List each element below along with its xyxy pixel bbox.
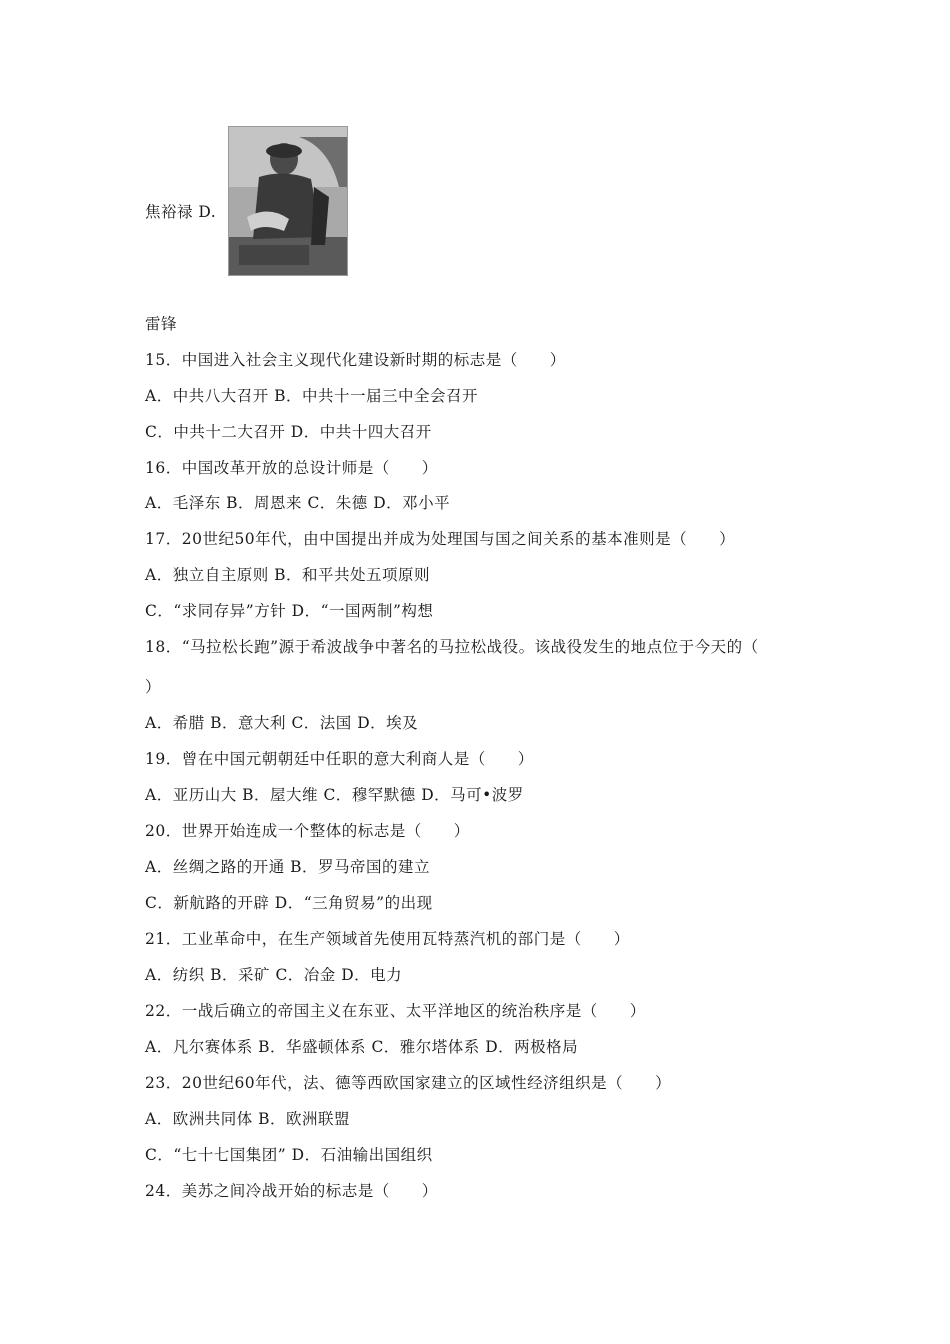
question-options: C．“七十七国集团” D．石油输出国组织 <box>145 1146 433 1164</box>
portrait-photo-icon <box>228 126 348 276</box>
question-stem: 18．“马拉松长跑”源于希波战争中著名的马拉松战役。该战役发生的地点位于今天的（ <box>145 638 759 656</box>
option-d-answer-text: 雷锋 <box>145 315 178 333</box>
question-options: A．希腊 B．意大利 C．法国 D．埃及 <box>145 714 419 732</box>
question-stem: 15．中国进入社会主义现代化建设新时期的标志是（ ） <box>145 351 566 369</box>
question-options: A．纺织 B．采矿 C．冶金 D．电力 <box>145 966 403 984</box>
question-stem: 20．世界开始连成一个整体的标志是（ ） <box>145 822 470 840</box>
question-options: A．独立自主原则 B．和平共处五项原则 <box>145 566 431 584</box>
question-options: C．新航路的开辟 D．“三角贸易”的出现 <box>145 894 433 912</box>
question-stem: 23．20世纪60年代，法、德等西欧国家建立的区域性经济组织是（ ） <box>145 1074 672 1092</box>
question-stem: 19．曾在中国元朝朝廷中任职的意大利商人是（ ） <box>145 750 534 768</box>
question-options: A．丝绸之路的开通 B．罗马帝国的建立 <box>145 858 431 876</box>
option-d-label-line: 焦裕禄 D. <box>145 203 217 221</box>
question-stem: 22．一战后确立的帝国主义在东亚、太平洋地区的统治秩序是（ ） <box>145 1002 646 1020</box>
question-options: C．“求同存异”方针 D．“一国两制”构想 <box>145 602 434 620</box>
question-stem: 24．美苏之间冷战开始的标志是（ ） <box>145 1182 438 1200</box>
question-stem: 16．中国改革开放的总设计师是（ ） <box>145 459 438 477</box>
question-options: A．毛泽东 B．周恩来 C．朱德 D．邓小平 <box>145 494 451 512</box>
question-stem: 17．20世纪50年代，由中国提出并成为处理国与国之间关系的基本准则是（ ） <box>145 530 736 548</box>
question-options: A．中共八大召开 B．中共十一届三中全会召开 <box>145 387 479 405</box>
question-stem: 21．工业革命中，在生产领域首先使用瓦特蒸汽机的部门是（ ） <box>145 930 630 948</box>
question-stem-continuation: ） <box>145 678 162 696</box>
question-options: C．中共十二大召开 D．中共十四大召开 <box>145 423 432 441</box>
question-options: A．凡尔赛体系 B．华盛顿体系 C．雅尔塔体系 D．两极格局 <box>145 1038 579 1056</box>
question-options: A．亚历山大 B．屋大维 C．穆罕默德 D．马可•波罗 <box>145 786 524 804</box>
question-options: A．欧洲共同体 B．欧洲联盟 <box>145 1110 351 1128</box>
